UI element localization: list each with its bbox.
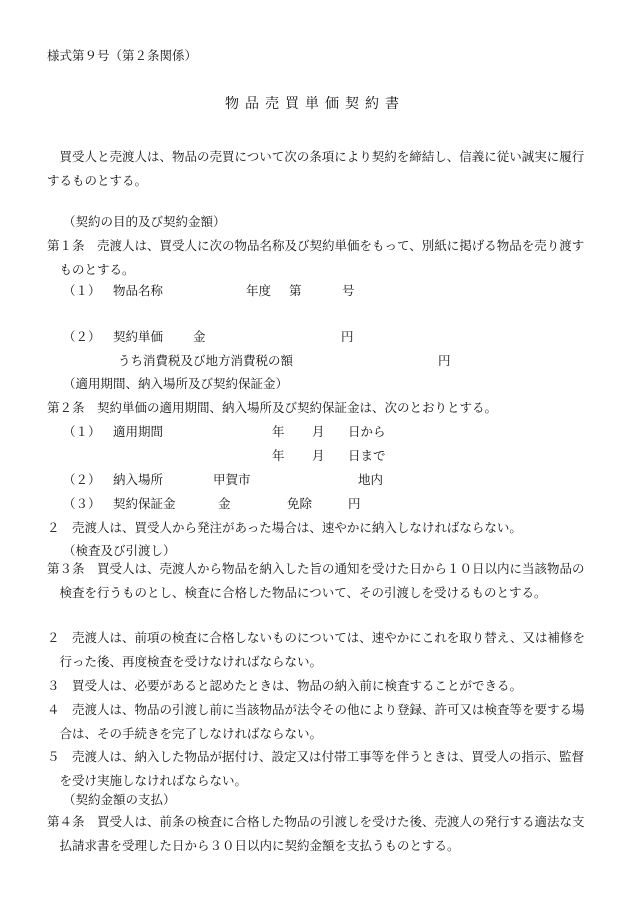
- article3-para2: ２ 売渡人は、前項の検査に合格しないものについては、速やかにこれを取り替え、又は補修を行った後、再度検査を受けなければならない。: [47, 630, 586, 669]
- article2-item1-label: 適用期間: [113, 424, 164, 439]
- article1-item1-no-suffix: 号: [342, 283, 355, 298]
- article3-heading: （検査及び引渡し）: [63, 543, 176, 558]
- article3-para4: ４ 売渡人は、物品の引渡し前に当該物品が法令その他により登録、許可又は検査等を要する場合は、その手続きを完了しなければならない。: [47, 702, 585, 741]
- article2-heading: （適用期間、納入場所及び契約保証金）: [63, 376, 289, 391]
- article2-item3-yen: 円: [348, 496, 361, 511]
- article1-item2-kin: 金: [193, 329, 206, 344]
- article2-to-month: 月: [312, 448, 325, 463]
- form-label: 様式第９号（第２条関係）: [47, 48, 198, 63]
- article2-to-year: 年: [272, 448, 285, 463]
- article2-item2-city: 甲賀市: [213, 472, 251, 487]
- article2-item2-num: （２）: [63, 472, 101, 487]
- article1-item1-year: 年度: [246, 283, 272, 298]
- article2-item2-suffix: 地内: [358, 472, 384, 487]
- article2-item2-label: 納入場所: [113, 472, 164, 487]
- article1-item2-num: （２）: [63, 329, 101, 344]
- article2-para2: ２ 売渡人は、買受人から発注があった場合は、速やかに納入しなければならない。: [47, 520, 522, 535]
- article3-para5: ５ 売渡人は、納入した物品が据付け、設定又は付帯工事等を伴うときは、買受人の指示、監督を受け実施しなければならない。: [47, 749, 585, 788]
- article2-from-day: 日から: [348, 424, 386, 439]
- article1-item1-no-prefix: 第: [289, 283, 302, 298]
- article1-tax-yen: 円: [438, 353, 451, 368]
- article2-text: 第２条 契約単価の適用期間、納入場所及び契約保証金は、次のとおりとする。: [47, 400, 498, 415]
- article2-item1-num: （１）: [63, 424, 101, 439]
- article4-text: 第４条 買受人は、前条の検査に合格した物品の引渡しを受けた後、売渡人の発行する適法な支払請求書を受理した日から３０日以内に契約金額を支払うものとする。: [47, 814, 585, 853]
- article3-text: 第３条 買受人は、売渡人から物品を納入した旨の通知を受けた日から１０日以内に当該物品の検査を行うものとし、検査に合格した物品について、その引渡しを受けるものとする。: [47, 561, 585, 600]
- article2-item3-exempt: 免除: [287, 496, 313, 511]
- article3-para3: ３ 買受人は、必要があると認めたときは、物品の納入前に検査することができる。: [47, 678, 523, 693]
- article1-item2-yen: 円: [341, 329, 354, 344]
- article1-heading: （契約の目的及び契約金額）: [63, 214, 226, 229]
- article1-tax-label: うち消費税及び地方消費税の額: [118, 353, 294, 368]
- article1-item1-label: 物品名称: [113, 283, 164, 298]
- article2-item3-kin: 金: [218, 496, 231, 511]
- article1-item1-num: （１）: [63, 283, 101, 298]
- article4-heading: （契約金額の支払）: [63, 792, 176, 807]
- document-title: 物品売買単価契約書: [225, 96, 405, 112]
- article1-item2-label: 契約単価: [113, 329, 164, 344]
- article2-from-month: 月: [312, 424, 325, 439]
- article2-item3-label: 契約保証金: [113, 496, 176, 511]
- intro-paragraph: 買受人と売渡人は、物品の売買について次の条項により契約を締結し、信義に従い誠実に履行するものとする。: [47, 149, 585, 188]
- article2-to-day: 日まで: [348, 448, 386, 463]
- article2-from-year: 年: [272, 424, 285, 439]
- article1-text: 第１条 売渡人は、買受人に次の物品名称及び契約単価をもって、別紙に掲げる物品を売り渡すものとする。: [47, 238, 585, 277]
- article2-item3-num: （３）: [63, 496, 101, 511]
